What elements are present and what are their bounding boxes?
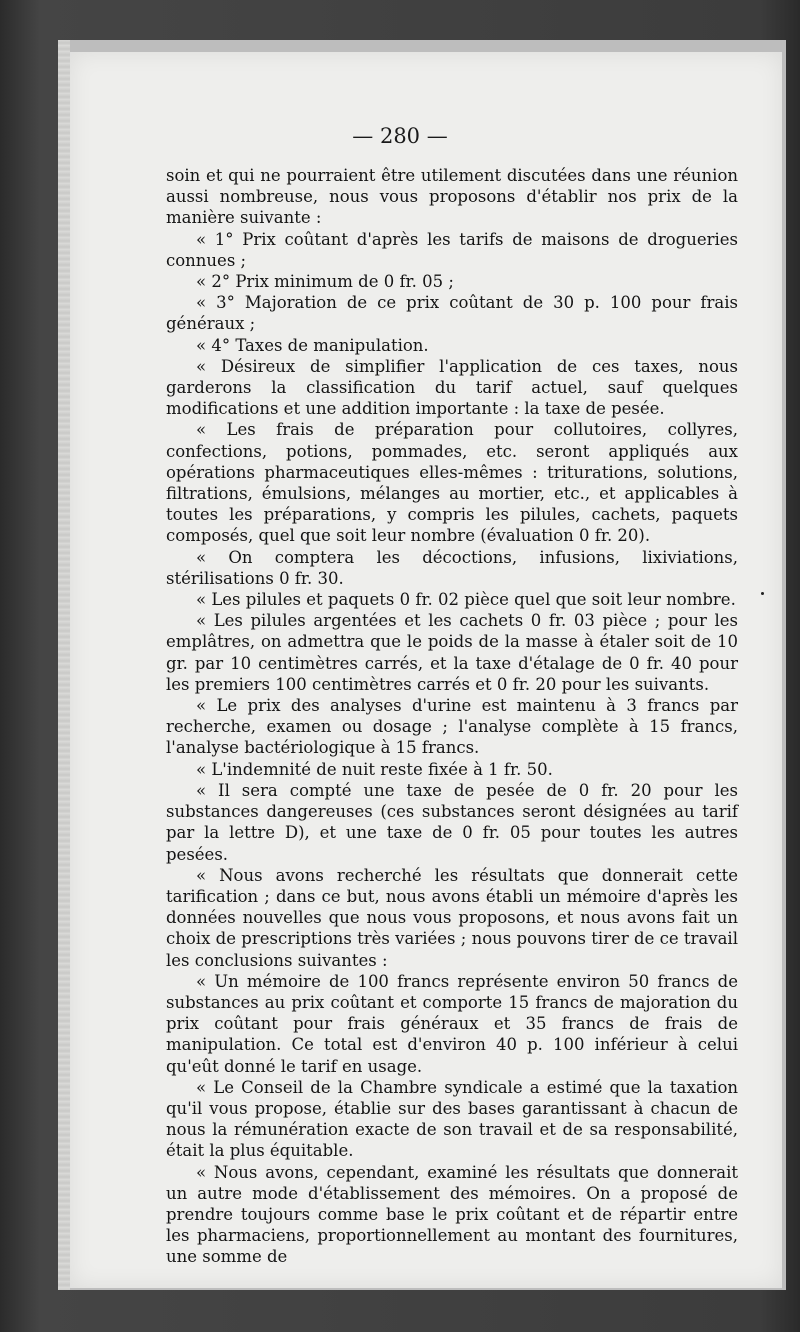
paragraph: « Il sera compté une taxe de pesée de 0 fr. 20 pour les substances dangereuses (ces substances seront désignées au tarif par la lettre D), et une taxe de 0 fr. 05 pour toutes les autres pesées.	[166, 780, 738, 864]
paragraph: « Nous avons, cependant, examiné les résultats que donnerait un autre mode d'établissement des mémoires. On a proposé de prendre toujours comme base le prix coûtant et de répartir entre les pharmaciens, proportionnellement au montant des fournitures, une somme de	[166, 1162, 738, 1267]
paragraph: « Les pilules et paquets 0 fr. 02 pièce quel que soit leur nombre.	[196, 590, 736, 610]
paragraph: « On comptera les décoctions, infusions, lixiviations, stérilisations 0 fr. 30.	[166, 547, 738, 588]
paragraph: « Le Conseil de la Chambre syndicale a estimé que la taxation qu'il vous propose, établie sur des bases garantissant à chacun de nous la rémunération exacte de son travail et de sa responsabilité, était la plus équitable.	[166, 1077, 738, 1161]
paragraph: « 1° Prix coûtant d'après les tarifs de maisons de drogueries connues ;	[166, 229, 738, 270]
paragraph: « Les pilules argentées et les cachets 0 fr. 03 pièce ; pour les emplâtres, on admettra que le poids de la masse à étaler soit de 10 gr. par 10 centimètres carrés, et la taxe d'étalage de 0 fr. 40 pour les premiers 100 centimètres carrés et 0 fr. 20 pour les suivants.	[166, 611, 738, 694]
paragraph: « 4° Taxes de manipulation.	[196, 335, 429, 355]
ink-speck	[761, 592, 764, 595]
paragraph: « Le prix des analyses d'urine est maintenu à 3 francs par recherche, examen ou dosage ; l'analyse complète à 15 francs, l'analyse bactériologique à 15 francs.	[166, 696, 738, 758]
paragraph: « Les frais de préparation pour collutoires, collyres, confections, potions, pommades, etc. seront appliqués aux opérations pharmaceutiques elles-mêmes : triturations, solutions, filtrations, émulsions, mélanges au mortier, etc., et applicables à toutes les préparations, y compris les pilules, cachets, paquets composés, quel que soit leur nombre (évaluation 0 fr. 20).	[166, 420, 738, 546]
page-number: — 280 —	[352, 124, 448, 148]
page-edge	[58, 40, 70, 1290]
paragraph: soin et qui ne pourraient être utilement discutées dans une réunion aussi nombreuse, nous vous proposons d'établir nos prix de la manière suivante :	[166, 166, 738, 228]
paragraph: « 3° Majoration de ce prix coûtant de 30 p. 100 pour frais généraux ;	[166, 293, 738, 334]
paragraph: « L'indemnité de nuit reste fixée à 1 fr. 50.	[196, 759, 553, 779]
paragraph: « 2° Prix minimum de 0 fr. 05 ;	[196, 272, 454, 292]
paragraph: « Désireux de simplifier l'application de ces taxes, nous garderons la classification du tarif actuel, sauf quelques modifications et une addition importante : la taxe de pesée.	[166, 356, 738, 419]
paragraph: « Un mémoire de 100 francs représente environ 50 francs de substances au prix coûtant et comporte 15 francs de majoration du prix coûtant pour frais généraux et 35 francs de frais de manipulation. Ce total est d'environ 40 p. 100 inférieur à celui qu'eût donné le tarif en usage.	[166, 971, 738, 1076]
body-text	[166, 165, 738, 1268]
paragraph: « Nous avons recherché les résultats que donnerait cette tarification ; dans ce but, nous avons établi un mémoire d'après les données nouvelles que nous vous proposons, et nous avons fait un choix de prescriptions très variées ; nous pouvons tirer de ce travail les conclusions suivantes :	[166, 865, 738, 970]
